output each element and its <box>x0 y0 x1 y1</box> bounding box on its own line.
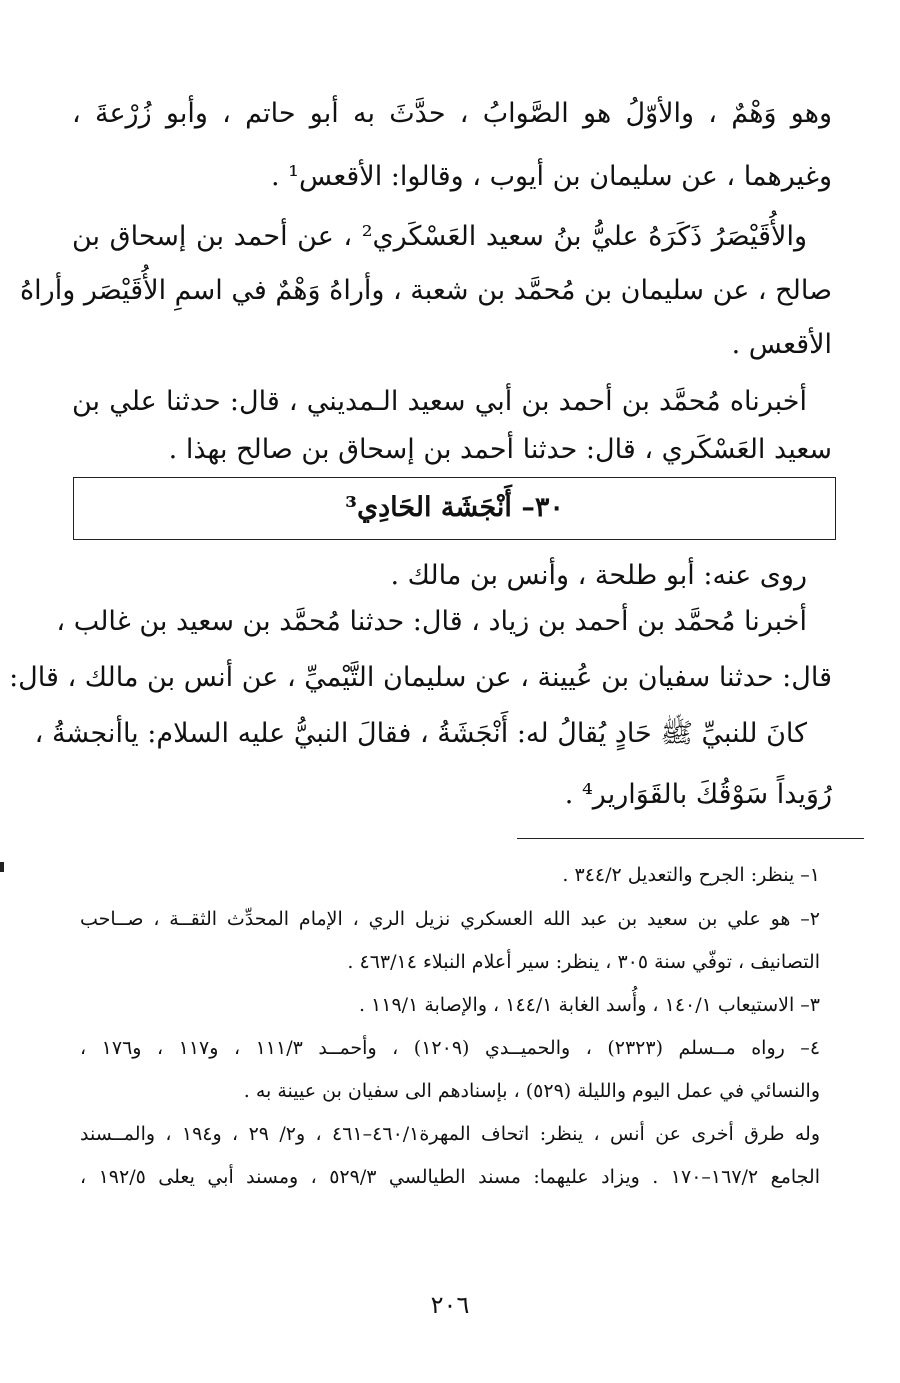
footnote-separator <box>517 838 864 839</box>
body-line: أخبرناه مُحمَّد بن أحمد بن أبي سعيد الـمديني ، قال: حدثنا علي بن <box>72 386 807 417</box>
body-line: الأقعس . <box>731 329 832 360</box>
footnote-line: التصانيف ، توفّي سنة ٣٠٥ ، ينظر: سير أعلام النبلاء ٤٦٣/١٤ . <box>347 951 820 973</box>
margin-mark <box>0 862 4 872</box>
body-line: سعيد العَسْكَري ، قال: حدثنا أحمد بن إسحاق بن صالح بهذا . <box>168 434 832 465</box>
section-line: رُوَيداً سَوْقُكَ بالقَوَارير⁴ . <box>564 779 832 810</box>
body-line: صالح ، عن سليمان بن مُحمَّد بن شعبة ، وأراهُ وَهْمٌ في اسمِ الأُقَيْصَر وأراهُ <box>20 275 832 306</box>
footnote-line: ٢– هو علي بن سعيد بن عبد الله العسكري نزيل الري ، الإمام المحدِّث الثقــة ، صــاحب <box>80 908 820 930</box>
footnote-line: ١– ينظر: الجرح والتعديل ٣٤٤/٢ . <box>562 864 820 886</box>
footnote-line: الجامع ١٦٧/٢–١٧٠ . ويزاد عليهما: مسند الطيالسي ٥٢٩/٣ ، ومسند أبي يعلى ١٩٢/٥ ، <box>80 1166 821 1188</box>
page-number: ٢٠٦ <box>430 1291 470 1319</box>
footnote-line: ٤– رواه مــسلم (٢٣٢٣) ، والحميــدي (١٢٠٩) ، وأحمــد ١١١/٣ ، و١١٧ ، و١٧٦ ، <box>80 1037 821 1059</box>
section-heading: ٣٠– أَنْجَشَة الحَادِي³ <box>345 492 564 523</box>
section-line: كانَ للنبيِّ ﷺ حَادٍ يُقالُ له: أَنْجَشَةُ ، فقالَ النبيُّ عليه السلام: ياأنجشةُ ، <box>34 718 807 749</box>
section-line: أخبرنا مُحمَّد بن أحمد بن زياد ، قال: حدثنا مُحمَّد بن سعيد بن غالب ، <box>56 606 807 637</box>
footnote-line: ٣– الاستيعاب ١٤٠/١ ، وأُسد الغابة ١٤٤/١ ، والإصابة ١١٩/١ . <box>358 994 820 1016</box>
body-line: والأُقَيْصَرُ ذَكَرَهُ عليُّ بنُ سعيد العَسْكَري² ، عن أحمد بن إسحاق بن <box>72 221 807 252</box>
section-heading-box <box>73 477 836 540</box>
body-line: وغيرهما ، عن سليمان بن أيوب ، وقالوا: الأقعس¹ . <box>270 161 832 192</box>
section-line: قال: حدثنا سفيان بن عُيينة ، عن سليمان التَّيْميِّ ، عن أنس بن مالك ، قال: <box>9 662 832 693</box>
footnote-line: وله طرق أخرى عن أنس ، ينظر: اتحاف المهرة٤٦٠/١–٤٦١ ، و٢/ ٢٩ ، و١٩٤ ، والمــسند <box>80 1123 820 1145</box>
section-line: روى عنه: أبو طلحة ، وأنس بن مالك . <box>390 560 807 591</box>
body-line: وهو وَهْمٌ ، والأوّلُ هو الصَّوابُ ، حدَّثَ به أبو حاتم ، وأبو زُرْعةَ ، <box>72 98 832 129</box>
footnote-line: والنسائي في عمل اليوم والليلة (٥٢٩) ، بإسنادهم الى سفيان بن عيينة به . <box>243 1080 820 1102</box>
